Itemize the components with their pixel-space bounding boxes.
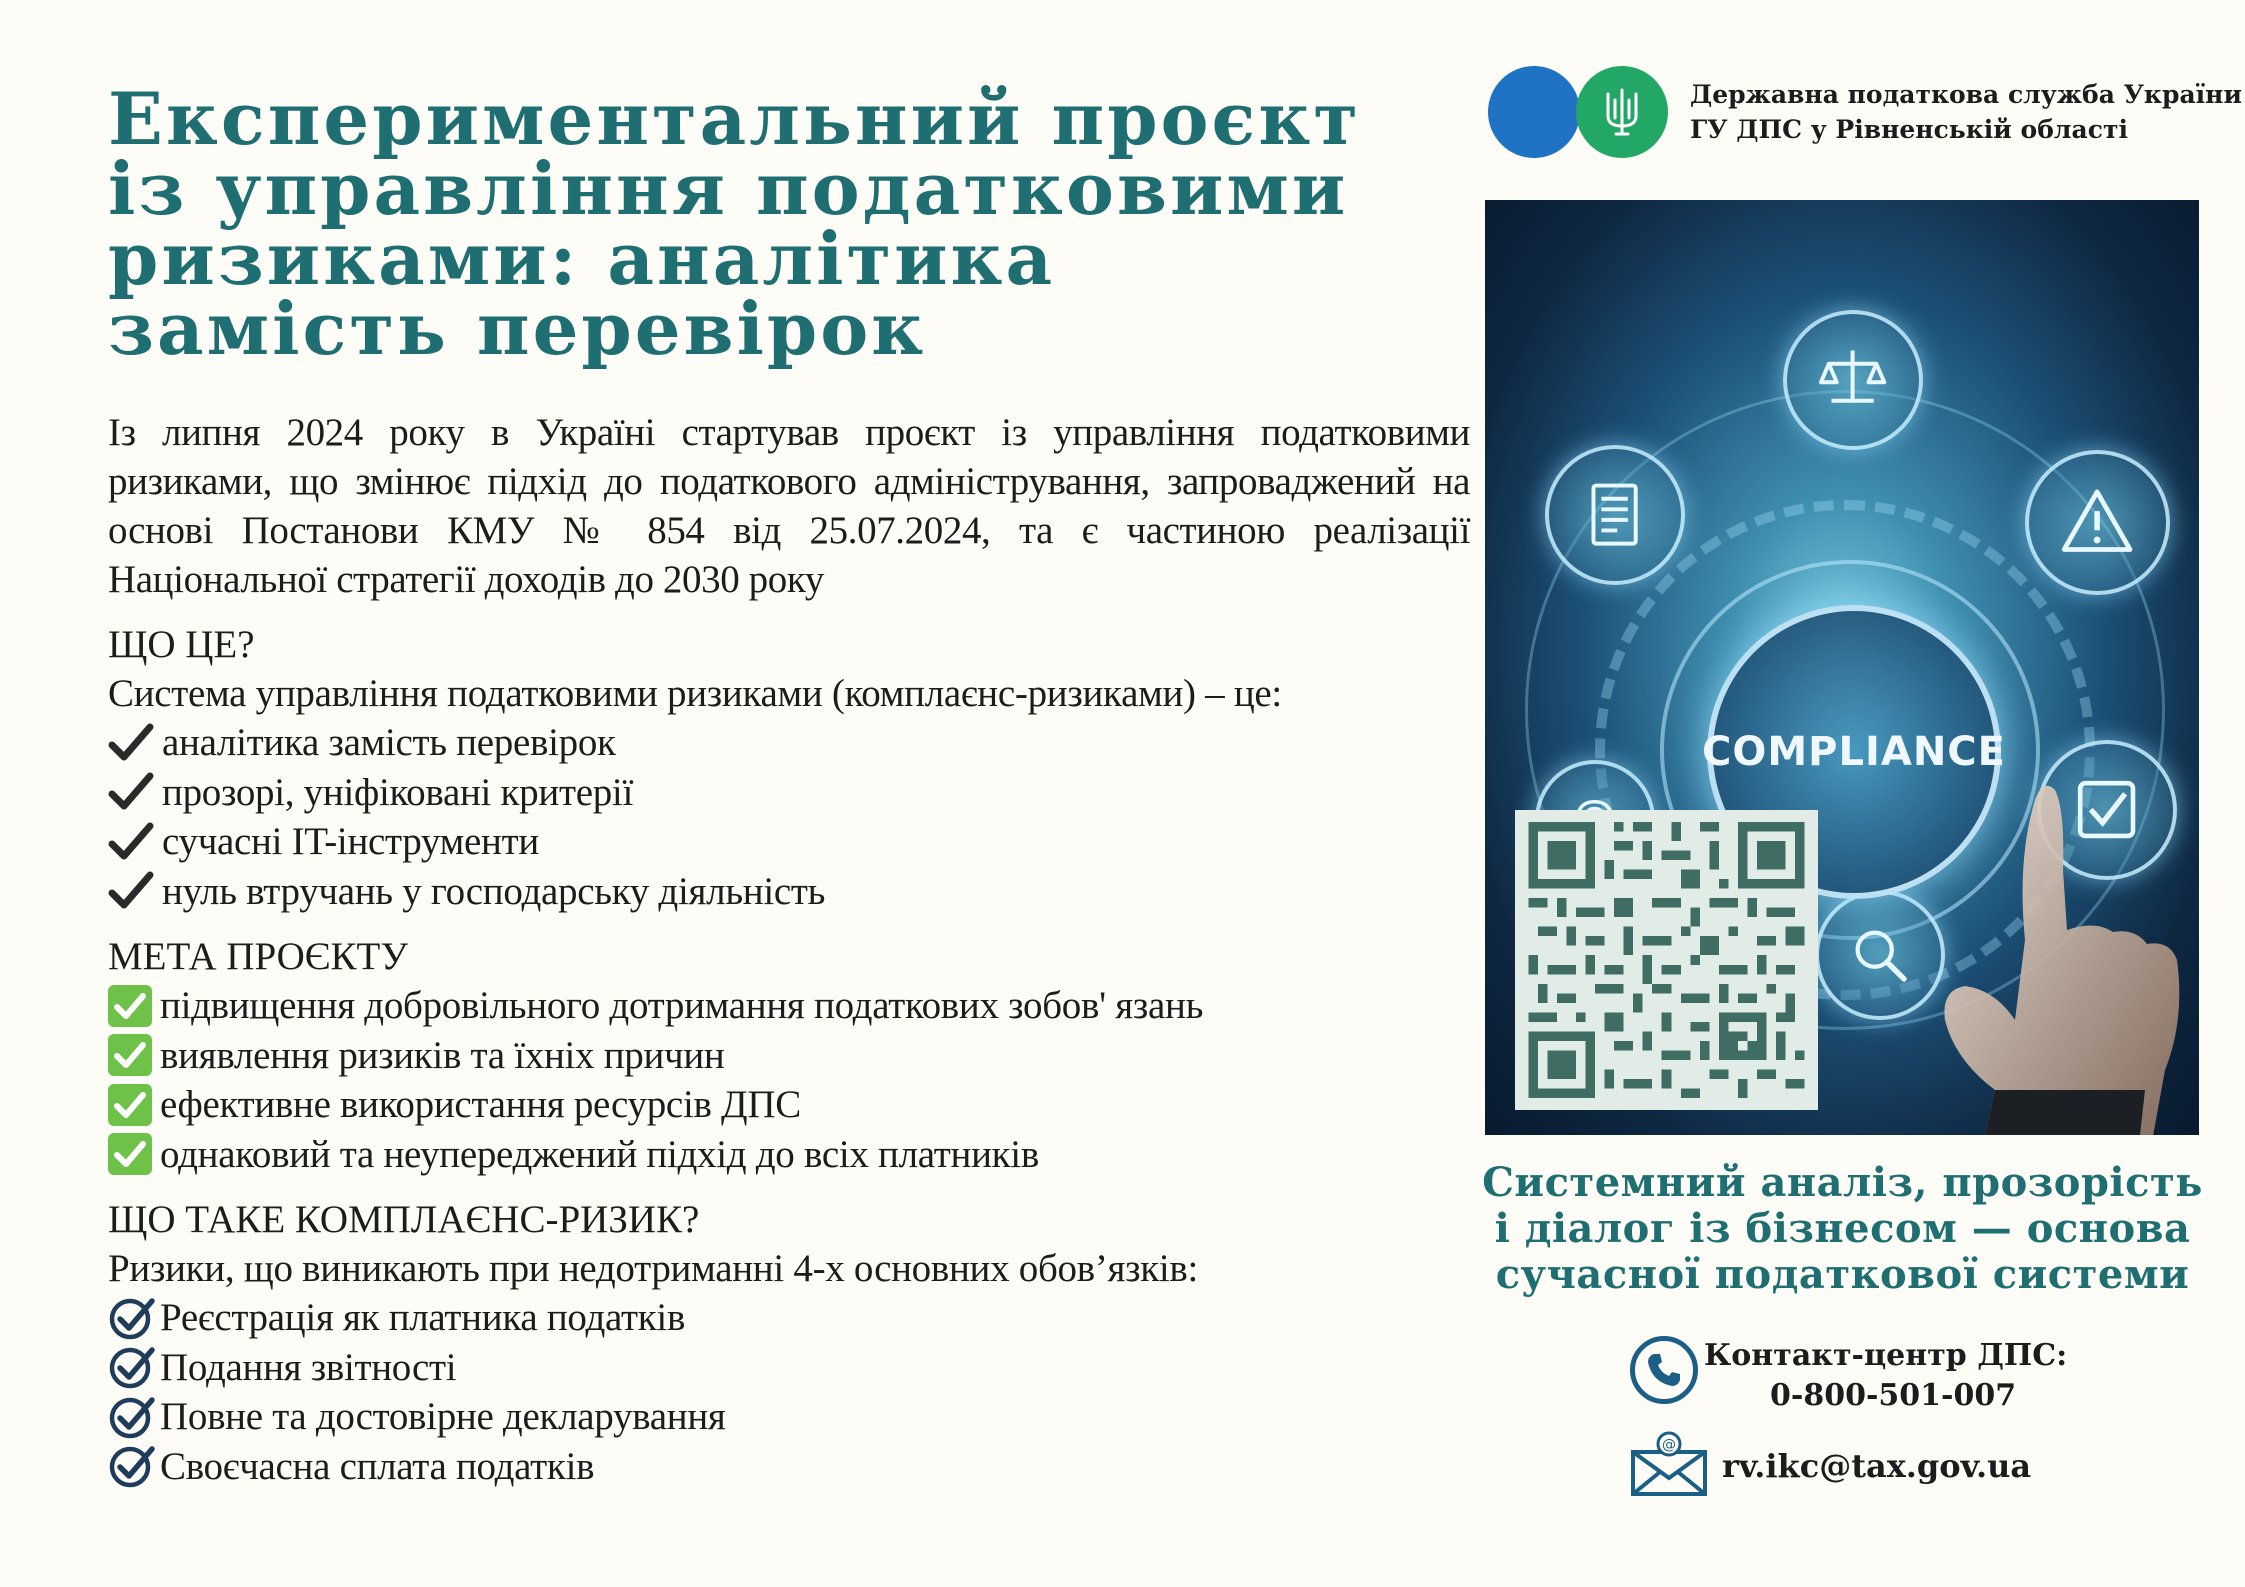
list-item-text: підвищення добровільного дотримання податкових зобов' язань — [160, 984, 1204, 1027]
org-name-line1: Державна податкова служба України — [1690, 80, 2242, 109]
contact-label: Контакт-центр ДПС: — [1704, 1338, 2068, 1373]
email-contact — [1630, 1430, 2031, 1501]
list-item — [108, 817, 1470, 867]
intro-paragraph: Із липня 2024 року в Україні стартував проєкт із управління податковими ризиками, що змінює підхід до податкового адміністрування, запроваджений на основі Постанови КМУ № 854 від 25.07.2024, та є частиною реалізації Національної стратегії доходів до 2030 року — [108, 411, 1470, 601]
list-item-text: аналітика замість перевірок — [162, 721, 616, 764]
page-title: Експериментальний проєкт із управління податковими ризиками: аналітика замість перевірок — [108, 76, 1362, 371]
logo-blue-circle — [1488, 66, 1580, 158]
contact-phone[interactable]: 0-800-501-007 — [1770, 1378, 2017, 1413]
goal-list — [108, 981, 1470, 1179]
checkmark-icon — [108, 819, 162, 865]
risk-heading: ЩО ТАКЕ КОМПЛАЄНС-РИЗИК? — [108, 1198, 700, 1241]
circle-check-icon — [108, 1443, 160, 1489]
list-item — [108, 718, 1470, 768]
envelope-icon — [1630, 1430, 1708, 1501]
risk-list — [108, 1293, 1470, 1491]
list-item — [108, 768, 1470, 818]
list-item — [108, 1343, 1470, 1393]
circle-check-icon — [108, 1344, 160, 1390]
list-item-text: Своєчасна сплата податків — [160, 1444, 595, 1488]
main-content — [108, 76, 1470, 1491]
list-item-text: Повне та достовірне декларування — [160, 1395, 726, 1438]
list-item-text: прозорі, уніфіковані критерії — [162, 770, 633, 814]
green-checkbox-icon — [108, 1034, 152, 1076]
checkmark-icon — [108, 720, 162, 766]
slogan: Системний аналіз, прозорість і діалог із бізнесом — основа сучасної податкової системи — [1482, 1159, 2203, 1298]
goal-heading: МЕТА ПРОЄКТУ — [108, 935, 408, 978]
pointing-hand-icon — [1885, 760, 2199, 1135]
list-item — [108, 1031, 1470, 1081]
trident-logo-icon — [1576, 66, 1668, 158]
list-item — [108, 1080, 1470, 1130]
list-item-text: нуль втручань у господарську діяльність — [162, 869, 826, 913]
list-item — [108, 1392, 1470, 1442]
svg-text:@: @ — [1662, 1437, 1676, 1453]
contact-text — [1704, 1336, 2067, 1416]
document-icon — [1545, 445, 1685, 585]
contact-center — [1630, 1336, 2067, 1416]
list-item — [108, 1442, 1470, 1492]
list-item-text: однаковий та неупереджений підхід до всіх платників — [160, 1132, 1039, 1176]
circle-check-icon — [108, 1295, 160, 1341]
org-name — [1690, 77, 2242, 147]
list-item-text: Подання звітності — [160, 1345, 457, 1389]
list-item — [108, 867, 1470, 917]
list-item — [108, 1293, 1470, 1343]
green-checkbox-icon — [108, 985, 152, 1027]
what-heading: ЩО ЦЕ? — [108, 623, 255, 666]
green-checkbox-icon — [108, 1133, 152, 1175]
circle-check-icon — [108, 1394, 160, 1440]
checkmark-icon — [108, 769, 162, 815]
what-lead: Система управління податковими ризиками (комплаєнс-ризиками) – це: — [108, 672, 1282, 715]
list-item-text: сучасні IT-інструменти — [162, 820, 539, 863]
list-item-text: Реєстрація як платника податків — [160, 1296, 686, 1339]
list-item — [108, 981, 1470, 1031]
what-list — [108, 718, 1470, 916]
list-item-text: ефективне використання ресурсів ДПС — [160, 1083, 801, 1126]
checkmark-icon — [108, 868, 162, 914]
org-name-line2: ГУ ДПС у Рівненській області — [1690, 115, 2128, 144]
phone-icon — [1630, 1336, 1698, 1404]
compliance-label: COMPLIANCE — [1702, 729, 2006, 775]
warning-icon — [2025, 450, 2170, 595]
green-checkbox-icon — [108, 1084, 152, 1126]
email-link[interactable]: rv.ikc@tax.gov.ua — [1722, 1446, 2032, 1485]
qr-code[interactable] — [1515, 810, 1818, 1110]
org-header — [1488, 66, 2242, 158]
scales-icon — [1783, 310, 1923, 450]
list-item — [108, 1130, 1470, 1180]
list-item-text: виявлення ризиків та їхніх причин — [160, 1033, 725, 1077]
risk-lead: Ризики, що виникають при недотриманні 4-х основних обов’язків: — [108, 1247, 1199, 1290]
